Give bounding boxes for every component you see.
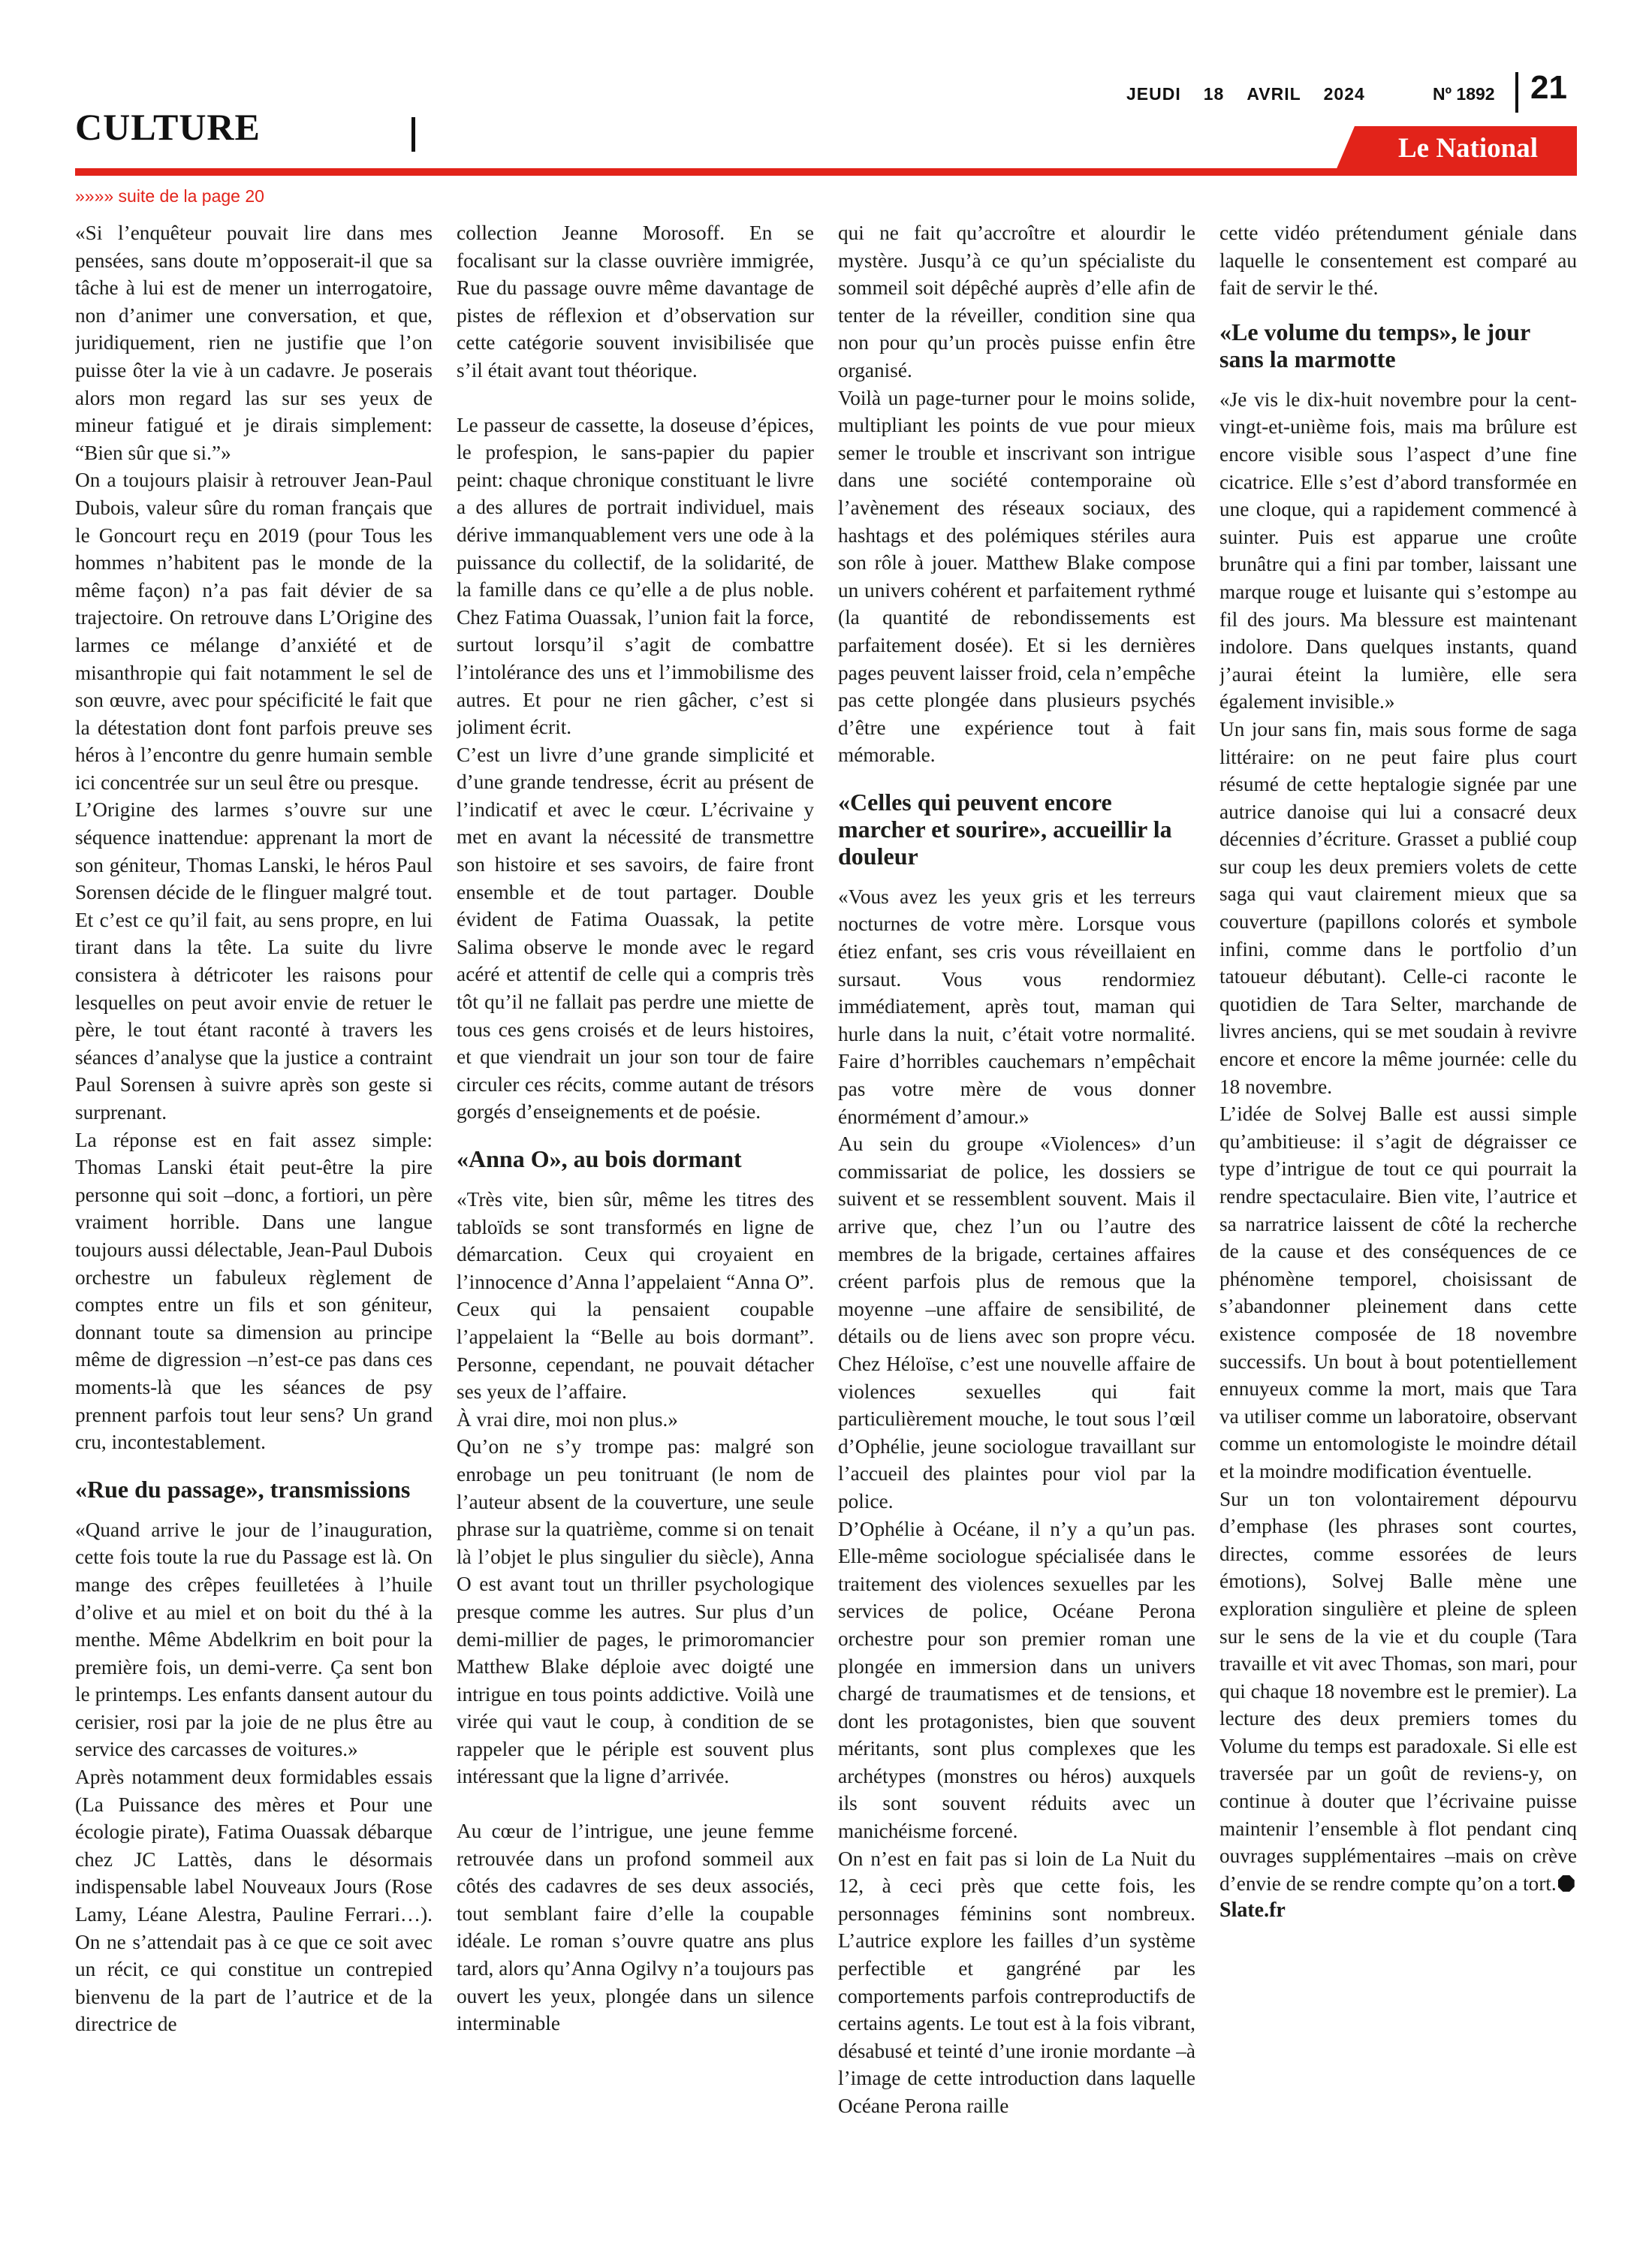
paragraph: cette vidéo prétendument géniale dans laquelle le consentement est comparé au fait de servir le thé.	[1219, 222, 1577, 300]
paragraph: Après notamment deux formidables essais (La Puissance des mères et Pour une écologie pirate), Fatima Ouassak débarque chez JC Lattès, dans le désormais indispensable label Nouveaux Jours (Rose Lamy, Léane Alestra, Pauline Ferrari…). On ne s’attendait pas à ce que ce soit avec un récit, ce qui constitue un contrepied bienvenu de la part de l’autrice et de la directrice de	[75, 1766, 433, 2036]
paragraph: Un jour sans fin, mais sous forme de saga littéraire: on ne peut faire plus court résumé de cette heptalogie signée par une autrice danoise qui lui a consacré deux décennies d’écriture. Grasset a publié coup sur coup les deux premiers volets de cette saga qui vaut clairement mieux que sa couverture (papillons colorés et symbole infini, comme dans le portfolio d’un tatoueur débutant). Celle-ci raconte le quotidien de Tara Selter, marchande de livres anciens, qui se met soudain à revivre encore et encore la même journée: celle du 18 novembre.	[1219, 717, 1577, 1098]
paragraph: L’Origine des larmes s’ouvre sur une séquence inattendue: apprenant la mort de son géniteur, Thomas Lanski, le héros Paul Sorensen décide de le flinguer malgré tout. Et c’est ce qu’il fait, au sens propre, en lui tirant dans la tête. La suite du livre consistera à détricoter les raisons pour lesquelles on peut avoir envie de retuer le père, le tout étant raconté à travers les séances d’analyse que la justice a contraint Paul Sorensen à suivre après son geste si surprenant.	[75, 798, 433, 1123]
article-column-3	[838, 219, 1195, 2239]
page-number-divider	[1515, 72, 1518, 113]
article-column-2	[457, 219, 814, 2239]
page-header	[0, 0, 1652, 206]
article-column-4	[1219, 219, 1577, 2239]
article-column-1	[75, 219, 433, 2239]
paragraph: qui ne fait qu’accroître et alourdir le mystère. Jusqu’à ce qu’un spécialiste du sommeil soit dépêché auprès d’elle afin de tenter de la réveiller, condition sine qua non pour qu’un procès puisse enfin être organisé.	[838, 222, 1195, 382]
dateline	[1126, 84, 1388, 104]
paragraph: «Si l’enquêteur pouvait lire dans mes pensées, sans doute m’opposerait-il que sa tâche à lui est de mener un interrogatoire, non d’animer une conversation, et que, juridiquement, rien ne justifie que l’on puisse ôter la vie à un cadavre. Je poserais alors mon regard las sur ses yeux de mineur fatigué et je dirais simplement: “Bien sûr que si.”»	[75, 222, 433, 464]
paragraph: «Vous avez les yeux gris et les terreurs nocturnes de votre mère. Lorsque vous étiez enfant, ses cris vous réveillaient en sursaut. Vous vous rendormiez immédiatement, après tout, maman qui hurle dans la nuit, c’était votre normalité. Faire d’horribles cauchemars n’empêchait pas votre mère de vous donner énormément d’amour.»	[838, 885, 1195, 1128]
paragraph: Au cœur de l’intrigue, une jeune femme retrouvée dans un profond sommeil aux côtés des cadavres de ses deux associés, tout semblant faire d’elle la coupable idéale. Le roman s’ouvre quatre ans plus tard, alors qu’Anna Ogilvy n’a toujours pas ouvert les yeux, plongée dans un silence interminable	[457, 1820, 814, 2035]
paragraph-last	[1219, 1485, 1577, 1898]
issue-number: Nº 1892	[1433, 84, 1495, 104]
paragraph: On a toujours plaisir à retrouver Jean-Paul Dubois, valeur sûre du roman français que le Goncourt reçu en 2019 (pour Tous les hommes n’habitent pas le monde de la même façon) n’a pas fait dévier de sa trajectoire. On retrouve dans L’Origine des larmes ce mélange d’anxiété et de misanthropie qui fait notamment le sel de son œuvre, avec pour spécificité le fait que la détestation dont font parfois preuve ses héros à l’encontre du genre humain semble ici concentrée sur un seul être ou presque.	[75, 469, 433, 794]
paragraph: L’idée de Solvej Balle est aussi simple qu’ambitieuse: il s’agit de dégraisser ce type d’intrigue de tout ce qui pourrait la rendre spectaculaire. Bien vite, l’autrice et sa narratrice laissent de côté la recherche de la cause et des conséquences de ce phénomène temporel, choisissant de s’abandonner pleinement dans cette existence composée de 18 novembre successifs. Un bout à bout potentiellement ennuyeux comme la mort, mais que Tara va utiliser comme un laboratoire, observant comme un entomologiste le moindre détail et la moindre modification éventuelle.	[1219, 1102, 1577, 1482]
subheading-anna-o: «Anna O», au bois dormant	[457, 1145, 742, 1172]
paragraph: Le passeur de cassette, la doseuse d’épices, le profespion, le sans-papier du papier peint: chaque chronique constituant le livre a des allures de portrait individuel, mais dérive immanquablement vers une ode à la puissance du collectif, de la solidarité, de la famille dans ce qu’elle a de plus noble. Chez Fatima Ouassak, l’union fait la force, surtout lorsqu’il s’agit de combattre l’intolérance des uns et l’immobilisme des autres. Et pour ne rien gâcher, c’est si joliment écrit.	[457, 413, 814, 739]
paragraph: Voilà un page-turner pour le moins solide, multipliant les points de vue pour mieux semer le trouble et inscrivant son intrigue dans une société contemporaine où l’avènement des réseaux sociaux, des hashtags et des polémiques stériles aura son rôle à jouer. Matthew Blake compose un univers cohérent et parfaitement rythmé (la quantité de rebondissements est parfaitement dosée). Et si les dernières pages peuvent laisser froid, cela n’empêche pas cette plongée dans plusieurs psychés d’être une expérience tout à fait mémorable.	[838, 386, 1195, 767]
page-number: 21	[1530, 69, 1567, 106]
subheading-celles-qui-peuvent: «Celles qui peuvent encore marcher et sourire», accueillir la douleur	[838, 788, 1172, 870]
paragraph: À vrai dire, moi non plus.»	[457, 1407, 678, 1431]
paragraph-text: Sur un ton volontairement dépourvu d’emphase (les phrases sont courtes, directes, comme essorées de leurs émotions), Solvej Balle mène une exploration singulière et pleine de spleen sur le sens de la vie et du couple (Tara travaille et vit avec Thomas, son mari, pour qui chaque 18 novembre est le premier). La lecture des deux premiers tomes du Volume du temps est paradoxale. Si elle est traversée par un goût de reviens-y, on continue à douter que l’écrivaine puisse maintenir l’ensemble à flot pendant cinq ouvrages supplémentaires –mais on crève d’envie de se rendre compte qu’on a tort.	[1219, 1487, 1577, 1895]
article-source: Slate.fr	[1219, 1899, 1286, 1923]
section-title: CULTURE	[75, 106, 261, 148]
continued-from: »»»» suite de la page 20	[75, 186, 264, 206]
paragraph: La réponse est en fait assez simple: Thomas Lanski était peut-être la pire personne qui soit –donc, a fortiori, un père vraiment horrible. Dans une langue toujours aussi délectable, Jean-Paul Dubois orchestre un fabuleux règlement de comptes entre un fils et son géniteur, donnant toute sa dimension au principe même de digression –n’est-ce pas dans ces moments-là que les séances de psy prennent parfois tout leur sens? Un grand cru, incontestablement.	[75, 1128, 433, 1454]
subheading-rue-du-passage: «Rue du passage», transmissions	[75, 1475, 411, 1503]
dateline-month: AVRIL	[1247, 84, 1301, 104]
title-divider	[411, 117, 415, 152]
paragraph: collection Jeanne Morosoff. En se focalisant sur la classe ouvrière immigrée, Rue du passage ouvre même davantage de pistes de réflexion et d’observation sur cette catégorie souvent invisibilisée que s’il était avant tout théorique.	[457, 222, 814, 382]
paragraph: C’est un livre d’une grande simplicité et d’une grande tendresse, écrit au présent de l’indicatif et avec le cœur. L’écrivaine y met en avant la nécessité de transmettre son histoire et ses savoirs, de faire front ensemble et de tout partager. Double évident de Fatima Ouassak, la petite Salima observe le monde avec le regard acéré et attentif de celle qui a compris très tôt qu’il ne fallait pas perdre une miette de tous ces gens croisés et de leurs histoires, et que viendrait un jour son tour de faire circuler ces récits, comme autant de trésors gorgés d’enseignements et de poésie.	[457, 743, 814, 1123]
paragraph: «Très vite, bien sûr, même les titres des tabloïds se sont transformés en ligne de démarcation. Ceux qui croyaient en l’innocence d’Anna l’appelaient “Anna O”. Ceux qui la pensaient coupable l’appelaient la “Belle au bois dormant”. Personne, cependant, ne pouvait détacher ses yeux de l’affaire.	[457, 1188, 814, 1404]
paragraph: «Je vis le dix-huit novembre pour la cent-vingt-et-unième fois, mais ma brûlure est encore visible sous l’aspect d’une fine cicatrice. Elle s’est d’abord transformée en une cloque, qui a rapidement commencé à suinter. Puis est apparue une croûte brunâtre qui a fini par tomber, laissant une marque rouge et luisante qui s’estompe au fil des jours. Ma blessure est maintenant indolore. Dans quelques instants, quand j’aurai éteint la lumière, elle sera également invisible.»	[1219, 388, 1577, 713]
paragraph: Qu’on ne s’y trompe pas: malgré son enrobage un peu tonitruant (le nom de l’auteur absent de la couverture, une seule phrase sur la quatrième, comme si on tenait là l’objet le plus singulier du siècle), Anna O est avant tout un thriller psychologique presque comme les autres. Sur plus d’un demi-millier de pages, le primoromancier Matthew Blake déploie avec doigté une intrigue en tous points addictive. Voilà une virée qui vaut le coup, à condition de se rappeler que le périple est souvent plus intéressant que la ligne d’arrivée.	[457, 1435, 814, 1788]
subheading-volume-du-temps: «Le volume du temps», le jour sans la marmotte	[1219, 318, 1530, 372]
dateline-year: 2024	[1323, 84, 1365, 104]
dateline-date: 18	[1203, 84, 1225, 104]
publication-name: Le National	[1397, 133, 1539, 164]
paragraph: «Quand arrive le jour de l’inauguration, cette fois toute la rue du Passage est là. On mange des crêpes feuilletées à l’huile d’olive et au miel et on boit du thé à la menthe. Même Abdelkrim en boit pour la première fois, un demi-verre. Ça sent bon le printemps. Les enfants dansent autour du cerisier, rosi par la joie de ne plus être au service des carcasses de voitures.»	[75, 1518, 433, 1761]
end-of-article-icon	[1558, 1875, 1575, 1892]
paragraph: On n’est en fait pas si loin de La Nuit du 12, à ceci près que cette fois, les personnages féminins sont nombreux. L’autrice explore les failles d’un système perfectible et gangréné par les comportements parfois contreproductifs de certains agents. Le tout est à la fois vibrant, désabusé et teinté d’une ironie mordante –à l’image de cette introduction dans laquelle Océane Perona raille	[838, 1847, 1195, 2117]
paragraph: D’Ophélie à Océane, il n’y a qu’un pas. Elle-même sociologue spécialisée dans le traitement des violences sexuelles par les services de police, Océane Perona orchestre pour son premier roman une plongée en immersion dans un univers chargé de traumatismes et de tensions, et dont les protagonistes, bien que souvent méritants, sont plus complexes que les archétypes (monstres ou héros) auxquels ils sont souvent réduits avec un manichéisme forcené.	[838, 1517, 1195, 1843]
paragraph: Au sein du groupe «Violences» d’un commissariat de police, les dossiers se suivent et se ressemblent souvent. Mais il arrive que, chez l’un ou l’autre des membres de la brigade, certaines affaires créent parfois plus de remous que la moyenne –une affaire de sensibilité, de détails ou de liens avec son propre vécu. Chez Héloïse, c’est une nouvelle affaire de violences sexuelles qui fait particulièrement mouche, le tout sous l’œil d’Ophélie, jeune sociologue travaillant sur l’accueil des plaintes pour viol par la police.	[838, 1133, 1195, 1513]
dateline-day: JEUDI	[1126, 84, 1181, 104]
